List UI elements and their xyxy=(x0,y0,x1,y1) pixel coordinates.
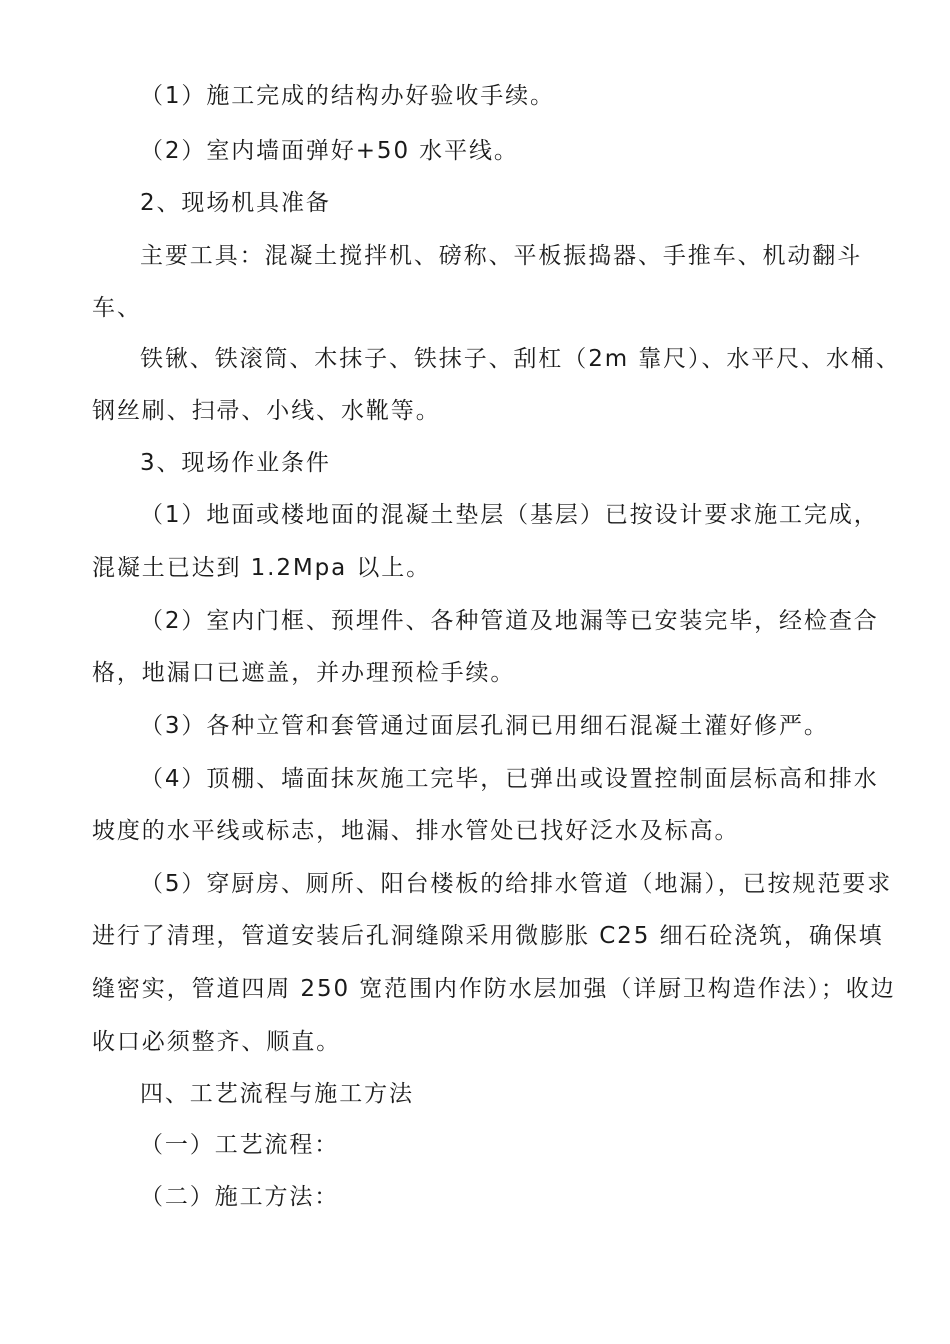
text-line: 缝密实，管道四周 250 宽范围内作防水层加强（详厨卫构造作法）；收边 xyxy=(92,976,896,1002)
text-line: （3）各种立管和套管通过面层孔洞已用细石混凝土灌好修严。 xyxy=(140,713,829,739)
text-line: （4）顶棚、墙面抹灰施工完毕，已弹出或设置控制面层标高和排水 xyxy=(140,766,879,792)
text-line: （2）室内门框、预埋件、各种管道及地漏等已安装完毕，经检查合 xyxy=(140,608,879,634)
text-line: 进行了清理，管道安装后孔洞缝隙采用微膨胀 C25 细石砼浇筑，确保填 xyxy=(92,923,884,949)
subsection-heading: （二）施工方法： xyxy=(140,1184,340,1210)
text-line: （1）地面或楼地面的混凝土垫层（基层）已按设计要求施工完成， xyxy=(140,502,879,528)
text-line: 格，地漏口已遮盖，并办理预检手续。 xyxy=(92,660,516,686)
text-line: 坡度的水平线或标志，地漏、排水管处已找好泛水及标高。 xyxy=(92,818,740,844)
subsection-heading: （一）工艺流程： xyxy=(140,1132,340,1158)
text-line: （5）穿厨房、厕所、阳台楼板的给排水管道（地漏），已按规范要求 xyxy=(140,871,893,897)
text-line: 收口必须整齐、顺直。 xyxy=(92,1029,341,1055)
text-line: （1）施工完成的结构办好验收手续。 xyxy=(140,83,555,109)
text-line: （2）室内墙面弹好+50 水平线。 xyxy=(140,138,519,164)
chapter-heading: 四、工艺流程与施工方法 xyxy=(140,1081,414,1107)
section-heading: 2、现场机具准备 xyxy=(140,190,331,216)
section-heading: 3、现场作业条件 xyxy=(140,450,331,476)
text-line: 混凝土已达到 1.2Mpa 以上。 xyxy=(92,555,432,581)
text-line: 主要工具：混凝土搅拌机、磅称、平板振捣器、手推车、机动翻斗 xyxy=(140,243,863,269)
text-line: 铁锹、铁滚筒、木抹子、铁抹子、刮杠（2m 靠尺）、水平尺、水桶、 xyxy=(140,346,901,372)
text-line: 车、 xyxy=(92,295,142,321)
text-line: 钢丝刷、扫帚、小线、水靴等。 xyxy=(92,398,441,424)
